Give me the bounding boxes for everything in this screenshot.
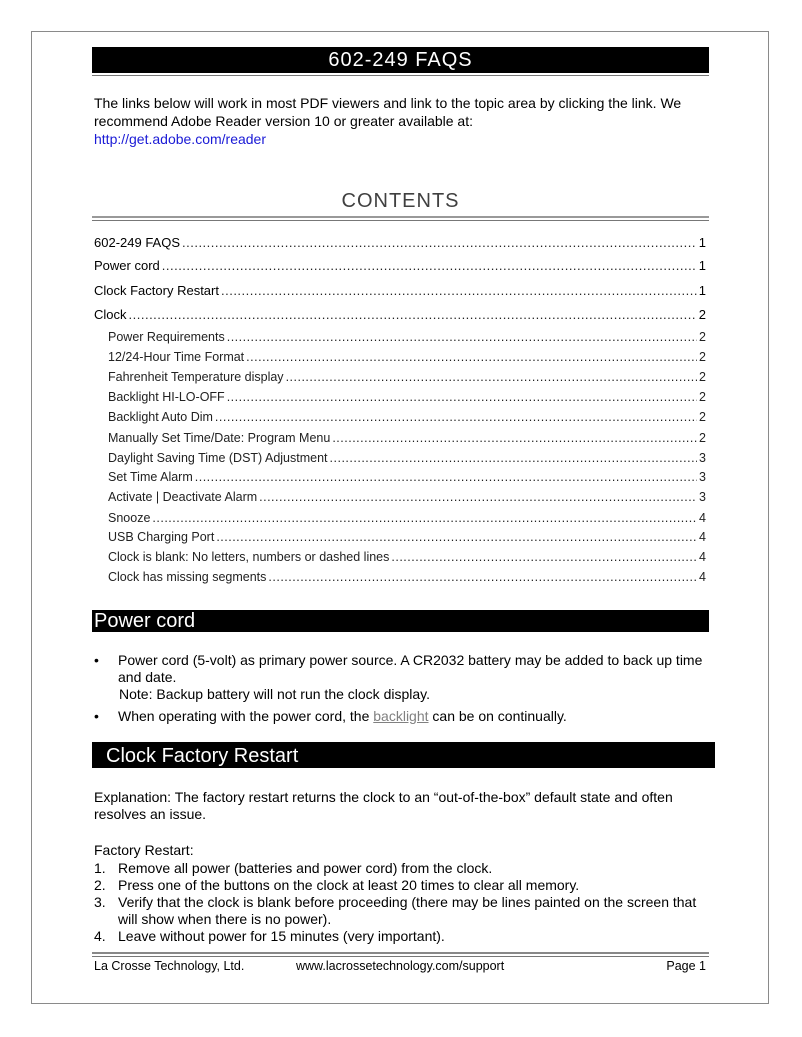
toc-page: 4 xyxy=(699,511,706,525)
toc-subentry[interactable] xyxy=(108,570,706,584)
toc-subentry[interactable] xyxy=(108,350,706,364)
toc-leader xyxy=(216,530,697,544)
toc-subentry[interactable] xyxy=(108,330,706,344)
toc-leader xyxy=(129,307,697,322)
toc-entry[interactable] xyxy=(94,235,706,250)
power-cord-heading: Power cord xyxy=(92,610,709,632)
toc-label: Set Time Alarm xyxy=(108,470,193,484)
toc-label: Snooze xyxy=(108,511,151,525)
toc-page: 2 xyxy=(698,307,706,322)
bullet2-post: can be on continually. xyxy=(428,708,567,724)
toc-page: 2 xyxy=(699,370,706,384)
toc-page: 4 xyxy=(699,530,706,544)
toc-page: 3 xyxy=(699,470,706,484)
toc-page: 4 xyxy=(699,570,706,584)
toc-subentry[interactable] xyxy=(108,431,706,445)
toc-leader xyxy=(246,350,697,364)
toc-subentry[interactable] xyxy=(108,550,706,564)
bullet-icon: • xyxy=(94,708,99,724)
list-item xyxy=(94,708,706,725)
step-number: 3. xyxy=(94,894,106,910)
toc-subentry[interactable] xyxy=(108,390,706,404)
page-title: 602-249 FAQS xyxy=(92,47,709,73)
power-cord-bullet-1: Power cord (5-volt) as primary power source. A CR2032 battery may be added to back up time and date. xyxy=(118,652,703,685)
toc-page: 2 xyxy=(699,390,706,404)
step-text: Verify that the clock is blank before proceeding (there may be lines painted on the screen that will show when there is no power). xyxy=(118,894,697,927)
list-item xyxy=(94,860,706,877)
toc-leader xyxy=(330,451,698,465)
toc-label: Backlight HI-LO-OFF xyxy=(108,390,225,404)
toc-page: 2 xyxy=(699,431,706,445)
toc-leader xyxy=(259,490,697,504)
step-number: 4. xyxy=(94,928,106,944)
list-item xyxy=(94,877,706,894)
toc-leader xyxy=(221,283,697,298)
toc-leader xyxy=(182,235,697,250)
toc-subentry[interactable] xyxy=(108,370,706,384)
toc-leader xyxy=(268,570,697,584)
intro-text: The links below will work in most PDF viewers and link to the topic area by clicking the link. We recommend Adobe Reader version 10 or greater available at: xyxy=(94,95,682,129)
toc-subentry[interactable] xyxy=(108,511,706,525)
toc-leader xyxy=(227,330,697,344)
backlight-link[interactable]: backlight xyxy=(373,708,429,724)
contents-rule xyxy=(92,216,709,218)
power-cord-list xyxy=(94,652,706,725)
toc-label: Manually Set Time/Date: Program Menu xyxy=(108,431,331,445)
bullet2-pre: When operating with the power cord, the xyxy=(118,708,374,724)
footer-rule xyxy=(92,952,709,954)
intro-paragraph xyxy=(94,94,704,148)
toc-label: Clock Factory Restart xyxy=(94,283,219,298)
toc-page: 3 xyxy=(699,490,706,504)
toc-label: 602-249 FAQS xyxy=(94,235,180,250)
toc-subentry[interactable] xyxy=(108,530,706,544)
toc-page: 2 xyxy=(699,330,706,344)
toc-leader xyxy=(195,470,697,484)
toc-page: 1 xyxy=(698,283,706,298)
footer-page-number: Page 1 xyxy=(666,959,706,973)
toc-label: Clock xyxy=(94,307,127,322)
step-number: 1. xyxy=(94,860,106,876)
toc-page: 2 xyxy=(699,350,706,364)
toc-subentry[interactable] xyxy=(108,470,706,484)
toc-label: 12/24-Hour Time Format xyxy=(108,350,245,364)
toc-page: 1 xyxy=(698,235,706,250)
toc-leader xyxy=(391,550,697,564)
toc-subentry[interactable] xyxy=(108,490,706,504)
power-cord-note: Note: Backup battery will not run the clock display. xyxy=(119,686,431,702)
toc-leader xyxy=(227,390,697,404)
contents-heading: CONTENTS xyxy=(341,190,460,212)
bullet-icon: • xyxy=(94,652,99,668)
list-item xyxy=(94,652,706,703)
toc-entry[interactable] xyxy=(94,307,706,322)
list-item xyxy=(94,928,706,945)
step-text: Remove all power (batteries and power cord) from the clock. xyxy=(118,860,493,876)
toc-subentry[interactable] xyxy=(108,410,706,424)
list-item xyxy=(94,894,706,928)
footer-company: La Crosse Technology, Ltd. xyxy=(94,959,245,973)
adobe-reader-link[interactable]: http://get.adobe.com/reader xyxy=(94,131,266,147)
step-number: 2. xyxy=(94,877,106,893)
toc-page: 2 xyxy=(699,410,706,424)
toc-label: Daylight Saving Time (DST) Adjustment xyxy=(108,451,328,465)
toc-subentry[interactable] xyxy=(108,451,706,465)
factory-restart-steps xyxy=(94,860,706,945)
title-rule xyxy=(92,75,709,76)
step-text: Leave without power for 15 minutes (very important). xyxy=(118,928,445,944)
toc-label: Activate | Deactivate Alarm xyxy=(108,490,258,504)
footer-url[interactable]: www.lacrossetechnology.com/support xyxy=(296,959,505,973)
toc-entry[interactable] xyxy=(94,258,706,273)
toc-leader xyxy=(286,370,697,384)
footer-rule-thin xyxy=(92,956,709,957)
toc-label: Clock has missing segments xyxy=(108,570,267,584)
toc-leader xyxy=(332,431,697,445)
toc-page: 1 xyxy=(698,258,706,273)
toc-label: Clock is blank: No letters, numbers or dashed lines xyxy=(108,550,390,564)
toc-page: 4 xyxy=(699,550,706,564)
factory-restart-explanation: Explanation: The factory restart returns the clock to an “out-of-the-box” default state and often resolves an issue. xyxy=(94,789,673,822)
toc-label: USB Charging Port xyxy=(108,530,215,544)
toc-entry[interactable] xyxy=(94,283,706,298)
toc-label: Power Requirements xyxy=(108,330,225,344)
toc-leader xyxy=(162,258,697,273)
factory-restart-heading: Clock Factory Restart xyxy=(92,742,715,768)
toc-label: Backlight Auto Dim xyxy=(108,410,213,424)
toc-leader xyxy=(152,511,697,525)
step-text: Press one of the buttons on the clock at least 20 times to clear all memory. xyxy=(118,877,580,893)
footer xyxy=(94,959,706,973)
factory-restart-subheading: Factory Restart: xyxy=(94,842,194,858)
toc-page: 3 xyxy=(699,451,706,465)
contents-rule-thin xyxy=(92,220,709,221)
toc-label: Power cord xyxy=(94,258,160,273)
toc-leader xyxy=(215,410,697,424)
toc-label: Fahrenheit Temperature display xyxy=(108,370,284,384)
